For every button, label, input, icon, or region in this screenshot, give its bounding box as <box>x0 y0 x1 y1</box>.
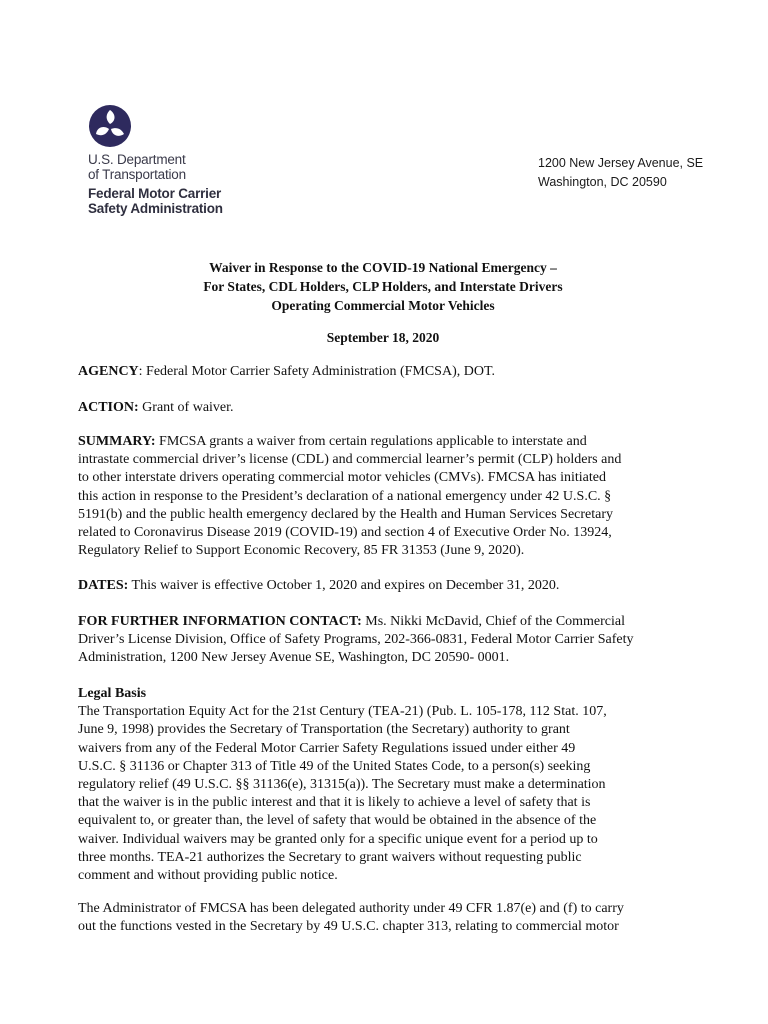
legal-line: waiver. Individual waivers may be granted only for a specific unique event for a period up to <box>78 831 598 847</box>
admin-line: out the functions vested in the Secretary by 49 U.S.C. chapter 313, relating to commercial motor <box>78 919 619 935</box>
contact-line: Administration, 1200 New Jersey Avenue SE, Washington, DC 20590- 0001. <box>78 650 510 666</box>
document-title <box>78 258 688 315</box>
logo-line: U.S. Department <box>88 152 186 167</box>
summary-line: FMCSA grants a waiver from certain regulations applicable to interstate and <box>155 434 587 449</box>
action-paragraph <box>78 399 688 417</box>
dates-paragraph <box>78 577 688 595</box>
administrator-paragraph <box>78 900 688 936</box>
contact-paragraph <box>78 613 688 668</box>
legal-line: equivalent to, or greater than, the level of safety that would be obtained in the absence of the <box>78 813 597 829</box>
legal-line: The Transportation Equity Act for the 21st Century (TEA-21) (Pub. L. 105-178, 112 Stat. 107, <box>78 704 607 720</box>
legal-line: that the waiver is in the public interest and that it is likely to achieve a level of safety that is <box>78 795 591 811</box>
summary-line: 5191(b) and the public health emergency declared by the Health and Human Services Secretary <box>78 506 614 522</box>
legal-line: comment and without providing public notice. <box>78 868 338 884</box>
dot-fmcsa-logo <box>82 100 257 225</box>
action-label: ACTION: <box>78 400 139 415</box>
agency-paragraph <box>78 363 688 381</box>
dot-triskelion-icon <box>88 104 132 148</box>
legal-line: waivers from any of the Federal Motor Carrier Safety Regulations issued under either 49 <box>78 740 576 756</box>
section-heading: Legal Basis <box>78 686 147 701</box>
legal-basis-section <box>78 685 688 885</box>
title-line: Waiver in Response to the COVID-19 National Emergency – <box>209 260 557 275</box>
address-line: Washington, DC 20590 <box>538 175 667 189</box>
document-date: September 18, 2020 <box>326 330 440 345</box>
legal-line: U.S.C. § 31136 or Chapter 313 of Title 49 of the United States Code, to a person(s) seeking <box>78 758 591 774</box>
summary-line: intrastate commercial driver’s license (CDL) and commercial learner’s permit (CLP) holders and <box>78 452 622 468</box>
summary-paragraph <box>78 433 688 560</box>
action-text: Grant of waiver. <box>138 400 234 415</box>
dates-text: This waiver is effective October 1, 2020 and expires on December 31, 2020. <box>128 578 560 593</box>
title-line: Operating Commercial Motor Vehicles <box>271 298 495 313</box>
agency-label: AGENCY <box>78 364 139 379</box>
logo-line: Federal Motor Carrier <box>88 186 222 201</box>
summary-label: SUMMARY: <box>78 434 156 449</box>
contact-line: Ms. Nikki McDavid, Chief of the Commercial <box>361 614 626 629</box>
legal-line: regulatory relief (49 U.S.C. §§ 31136(e), 31315(a)). The Secretary must make a determination <box>78 777 606 793</box>
agency-text: : Federal Motor Carrier Safety Administration (FMCSA), DOT. <box>138 364 495 379</box>
contact-line: Driver’s License Division, Office of Safety Programs, 202-366-0831, Federal Motor Carrier Safety <box>78 632 634 648</box>
summary-line: this action in response to the President’s declaration of a national emergency under 42 U.S.C. § <box>78 488 612 504</box>
logo-line: of Transportation <box>88 167 186 182</box>
contact-label: FOR FURTHER INFORMATION CONTACT: <box>78 614 362 629</box>
logo-line: Safety Administration <box>88 201 223 216</box>
dates-label: DATES: <box>78 578 129 593</box>
summary-line: Regulatory Relief to Support Economic Recovery, 85 FR 31353 (June 9, 2020). <box>78 543 525 559</box>
admin-line: The Administrator of FMCSA has been delegated authority under 49 CFR 1.87(e) and (f) to carry <box>78 901 624 916</box>
address-line: 1200 New Jersey Avenue, SE <box>538 156 704 170</box>
summary-line: to other interstate drivers operating commercial motor vehicles (CMVs). FMCSA has initiated <box>78 470 607 486</box>
legal-line: three months. TEA-21 authorizes the Secretary to grant waivers without requesting public <box>78 849 582 865</box>
logo-wordmark <box>88 152 223 216</box>
title-line: For States, CDL Holders, CLP Holders, and Interstate Drivers <box>203 279 563 294</box>
legal-line: June 9, 1998) provides the Secretary of Transportation (the Secretary) authority to grant <box>78 722 570 738</box>
address-block <box>538 154 703 192</box>
summary-line: related to Coronavirus Disease 2019 (COVID-19) and section 4 of Executive Order No. 13924, <box>78 525 612 541</box>
